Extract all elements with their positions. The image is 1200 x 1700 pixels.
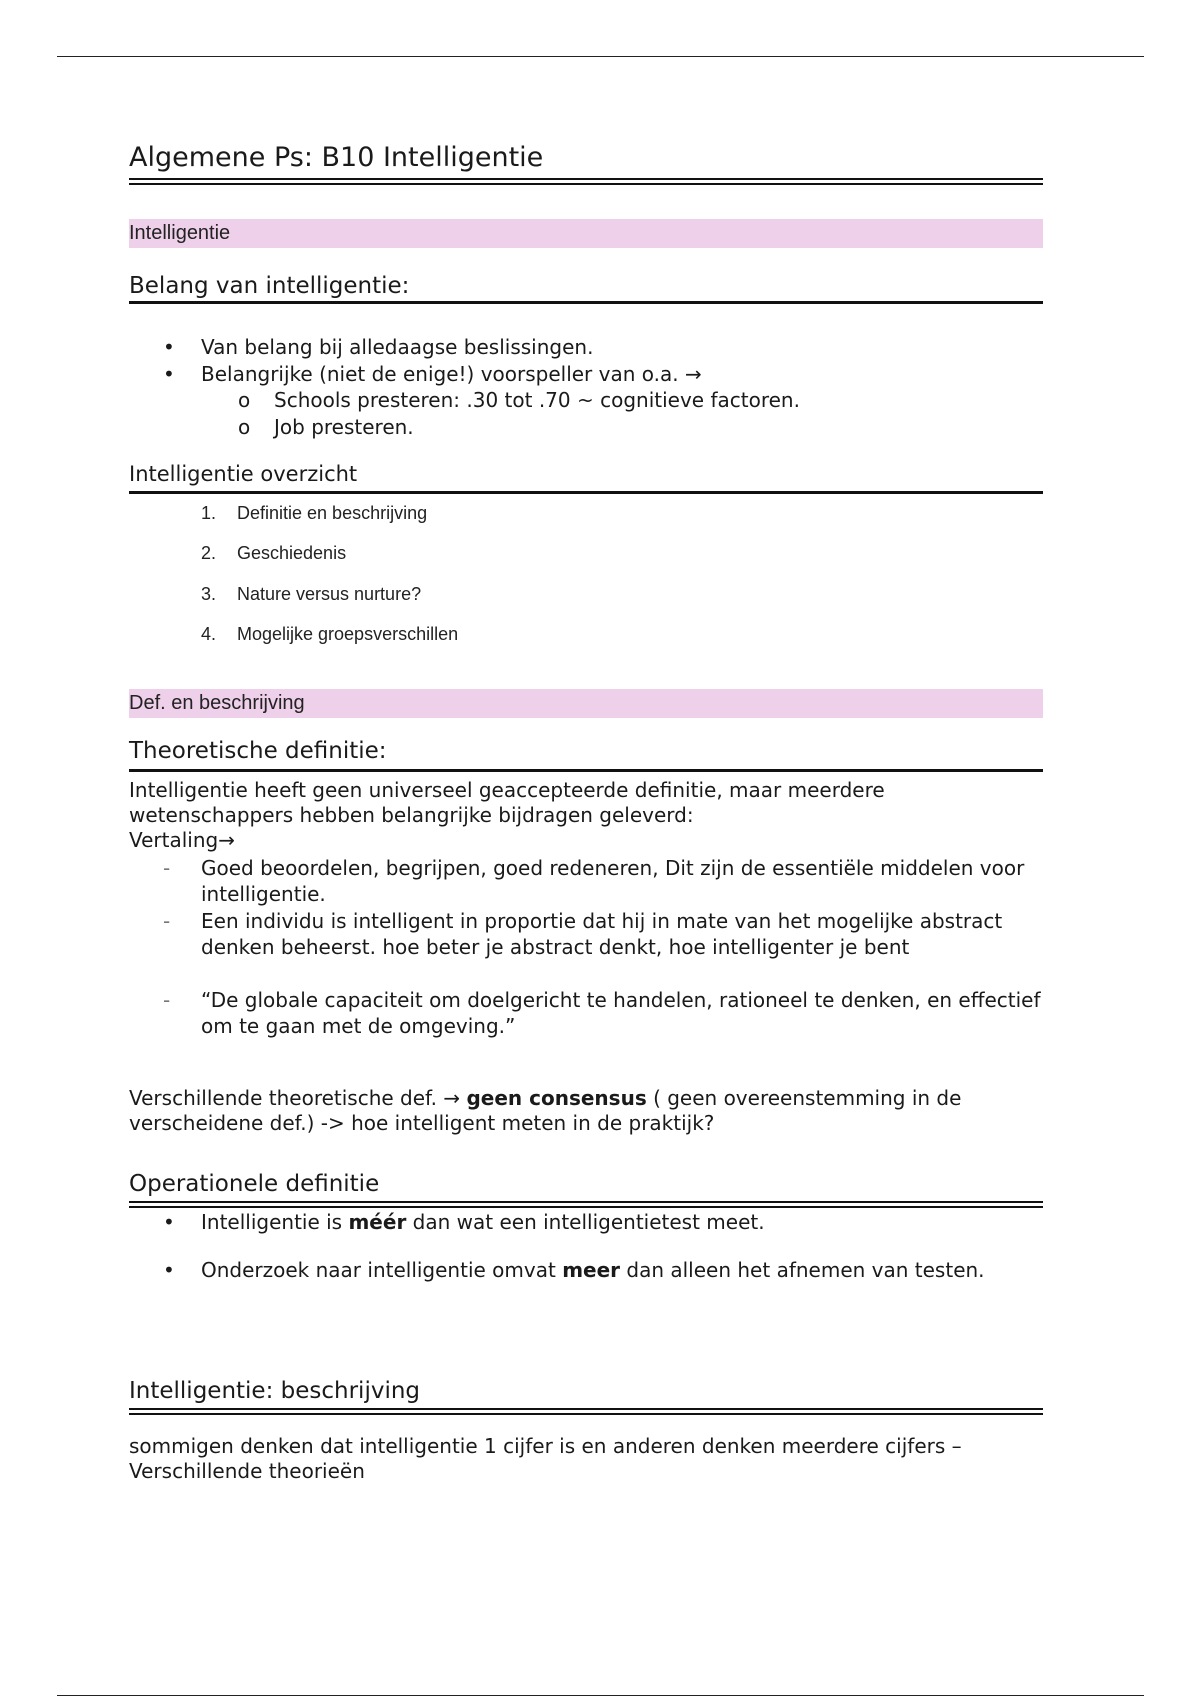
list-item: - Goed beoordelen, begrijpen, goed redeneren, Dit zijn de essentiële middelen voor intelligentie. bbox=[163, 856, 1025, 906]
bullet-icon: • bbox=[163, 1210, 175, 1234]
heading-theoretische: Theoretische definitie: bbox=[129, 738, 387, 764]
heading-double-rule bbox=[129, 1408, 1043, 1415]
page-bottom-rule bbox=[57, 1695, 1144, 1696]
title-double-rule bbox=[129, 178, 1043, 185]
dash-marker: - bbox=[163, 856, 171, 880]
bullet-icon: • bbox=[163, 1258, 175, 1282]
list-item: • Belangrijke (niet de enige!) voorspeller van o.a. → bbox=[163, 362, 702, 386]
section-band-def: Def. en beschrijving bbox=[129, 689, 1043, 718]
heading-rule bbox=[129, 301, 1043, 304]
list-item: 3. Nature versus nurture? bbox=[201, 584, 422, 604]
list-item: - Een individu is intelligent in proportie dat hij in mate van het mogelijke abstract denken beheerst. hoe beter je abstract denkt, hoe intelligenter je bent bbox=[163, 909, 1003, 959]
dash-marker: - bbox=[163, 909, 171, 933]
heading-double-rule bbox=[129, 1201, 1043, 1208]
heading-rule bbox=[129, 769, 1043, 772]
intro-paragraph: Intelligentie heeft geen universeel geaccepteerde definitie, maar meerdere wetenschappers hebben belangrijke bijdragen geleverd: bbox=[129, 778, 885, 827]
heading-belang: Belang van intelligentie: bbox=[129, 273, 410, 299]
list-item: • Van belang bij alledaagse beslissingen. bbox=[163, 335, 594, 359]
dash-marker: - bbox=[163, 988, 171, 1012]
list-item: 2. Geschiedenis bbox=[201, 543, 347, 563]
bullet-icon: • bbox=[163, 335, 175, 359]
section-band-intelligentie: Intelligentie bbox=[129, 219, 1043, 248]
vertaling-label: Vertaling→ bbox=[129, 828, 235, 852]
list-item: • Intelligentie is méér dan wat een intelligentietest meet. bbox=[163, 1210, 765, 1234]
list-item: 1. Definitie en beschrijving bbox=[201, 503, 428, 523]
sub-list-item: o Job presteren. bbox=[238, 415, 414, 439]
sub-bullet-marker: o bbox=[238, 388, 251, 412]
page-title: Algemene Ps: B10 Intelligentie bbox=[129, 142, 544, 173]
list-item: 4. Mogelijke groepsverschillen bbox=[201, 624, 459, 644]
heading-overzicht: Intelligentie overzicht bbox=[129, 462, 358, 486]
sub-bullet-marker: o bbox=[238, 415, 251, 439]
heading-rule bbox=[129, 491, 1043, 494]
list-item: - “De globale capaciteit om doelgericht te handelen, rationeel te denken, en effectief om te gaan met de omgeving.” bbox=[163, 988, 1041, 1038]
page-top-rule bbox=[57, 56, 1144, 57]
list-item: • Onderzoek naar intelligentie omvat meer dan alleen het afnemen van testen. bbox=[201, 1255, 1001, 1285]
description-paragraph: sommigen denken dat intelligentie 1 cijfer is en anderen denken meerdere cijfers – Verschillende theorieën bbox=[129, 1434, 962, 1483]
heading-beschrijving: Intelligentie: beschrijving bbox=[129, 1378, 421, 1404]
consensus-paragraph: Verschillende theoretische def. → geen consensus ( geen overeenstemming in de verscheidene def.) -> hoe intelligent meten in de praktijk? bbox=[129, 1086, 962, 1135]
bullet-icon: • bbox=[163, 362, 175, 386]
heading-operationele: Operationele definitie bbox=[129, 1171, 380, 1197]
sub-list-item: o Schools presteren: .30 tot .70 ~ cognitieve factoren. bbox=[238, 388, 800, 412]
